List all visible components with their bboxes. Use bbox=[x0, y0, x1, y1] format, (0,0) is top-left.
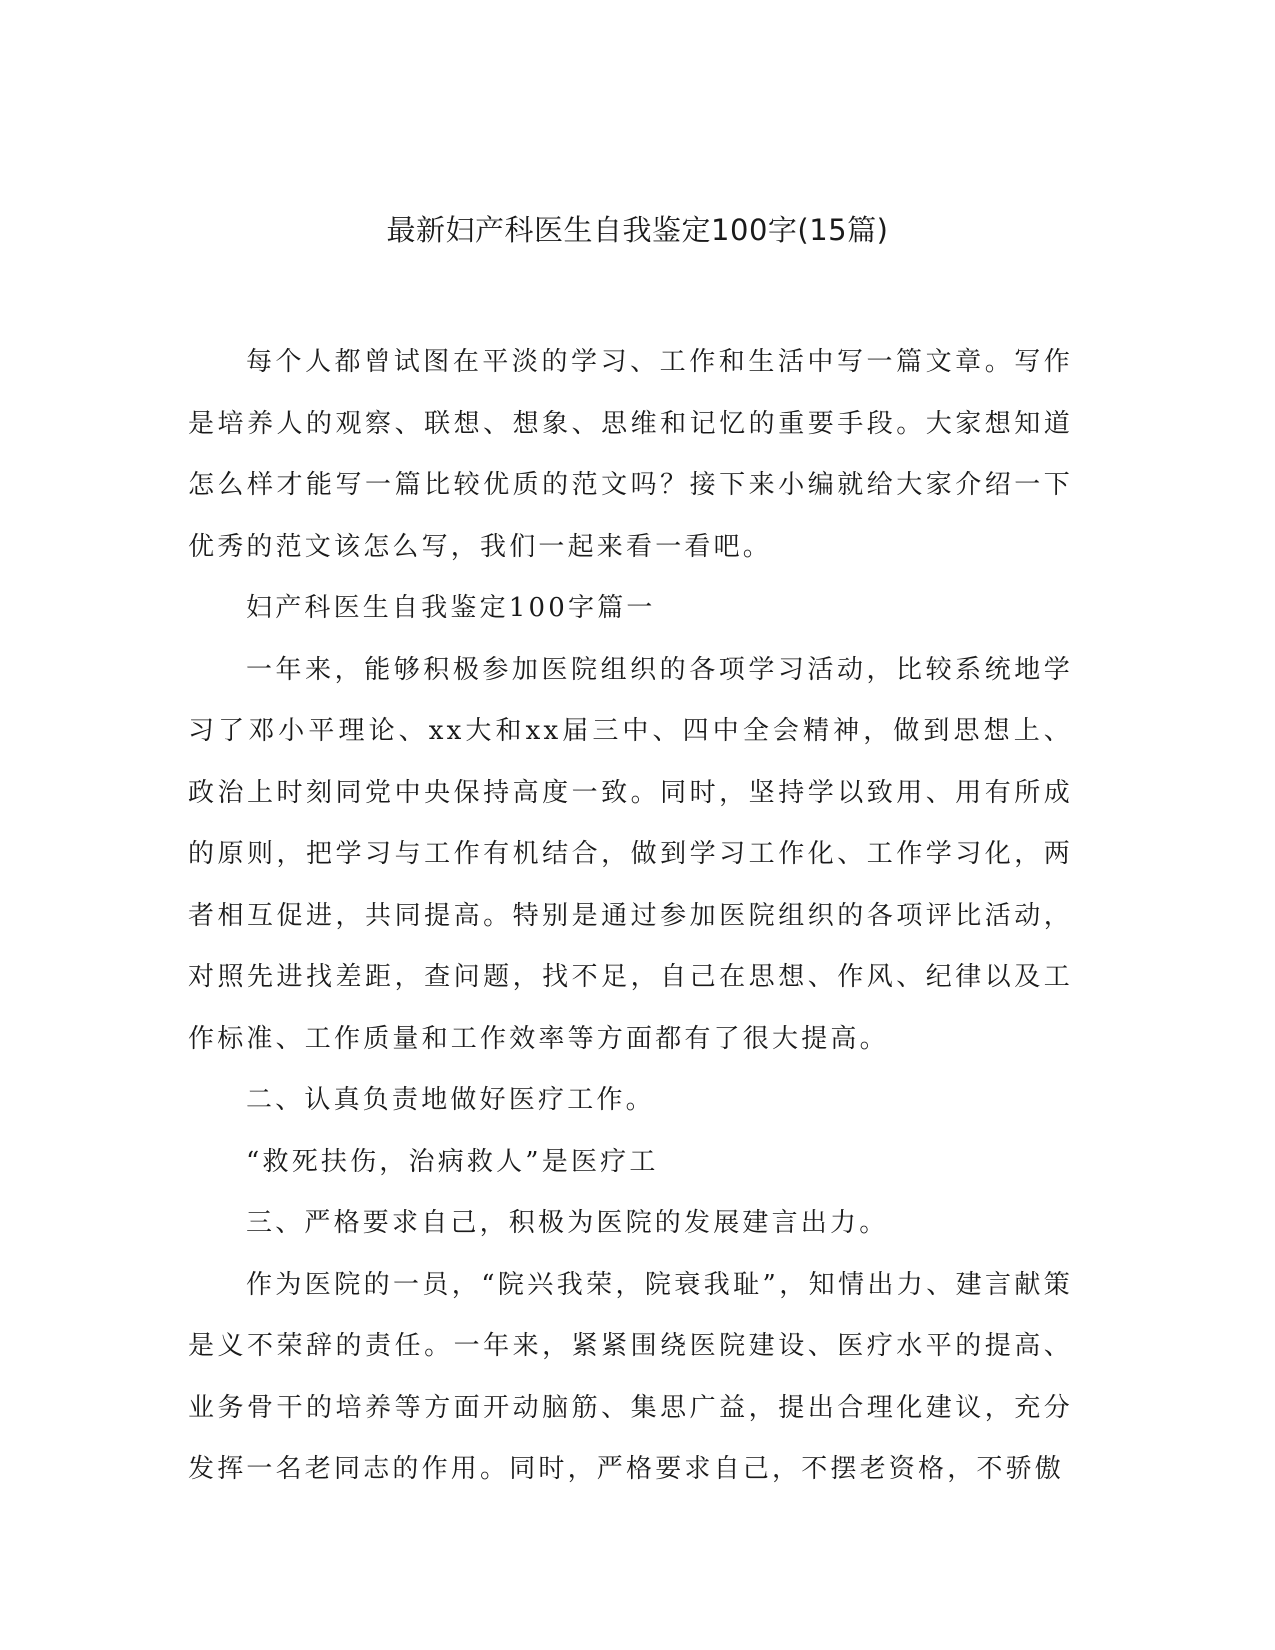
paragraph-study: 一年来，能够积极参加医院组织的各项学习活动，比较系统地学习了邓小平理论、xx大和xx届三中、四中全会精神，做到思想上、政治上时刻同党中央保持高度一致。同时，坚持学以致用、用有所成的原则，把学习与工作有机结合，做到学习工作化、工作学习化，两者相互促进，共同提高。特别是通过参加医院组织的各项评比活动，对照先进找差距，查问题，找不足，自己在思想、作风、纪律以及工作标准、工作质量和工作效率等方面都有了很大提高。 bbox=[188, 654, 1073, 1054]
document-body bbox=[188, 332, 1073, 1501]
paragraph-medical-work: “救死扶伤，治病救人”是医疗工 bbox=[246, 1146, 659, 1177]
document-title: 最新妇产科医生自我鉴定100字(15篇) bbox=[386, 213, 889, 247]
section-heading-1: 妇产科医生自我鉴定100字篇一 bbox=[246, 593, 656, 623]
section-heading-3: 三、严格要求自己，积极为医院的发展建言出力。 bbox=[246, 1208, 889, 1238]
paragraph-hospital-member: 作为医院的一员，“院兴我荣，院衰我耻”，知情出力、建言献策是义不荣辞的责任。一年来，紧紧围绕医院建设、医疗水平的提高、业务骨干的培养等方面开动脑筋、集思广益，提出合理化建议，充分发挥一名老同志的作用。同时，严格要求自己，不摆老资格，不骄傲 bbox=[188, 1269, 1073, 1484]
section-heading-2: 二、认真负责地做好医疗工作。 bbox=[246, 1085, 655, 1115]
paragraph-intro: 每个人都曾试图在平淡的学习、工作和生活中写一篇文章。写作是培养人的观察、联想、想象、思维和记忆的重要手段。大家想知道怎么样才能写一篇比较优质的范文吗？接下来小编就给大家介绍一下优秀的范文该怎么写，我们一起来看一看吧。 bbox=[188, 347, 1073, 562]
